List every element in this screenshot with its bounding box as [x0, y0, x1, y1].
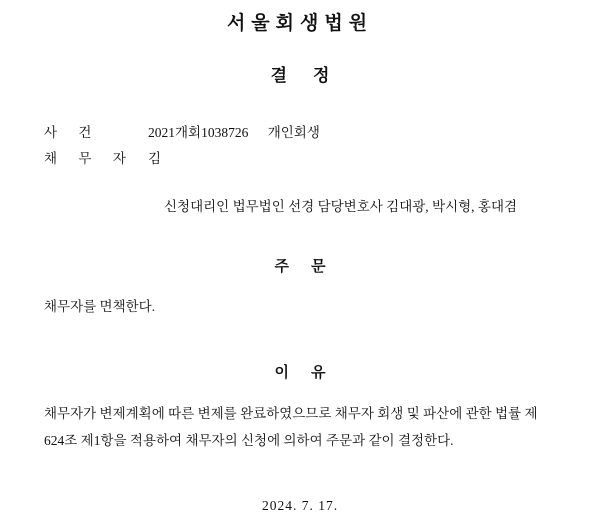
order-body: 채무자를 면책한다.: [44, 299, 156, 315]
document-type-heading: 결정: [270, 66, 356, 85]
case-number-row: [44, 120, 556, 146]
reason-heading: 이유: [274, 364, 348, 381]
reason-body: 채무자가 변제계획에 따른 변제를 완료하였으므로 채무자 회생 및 파산에 관한 법률 제624조 제1항을 적용하여 채무자의 신청에 의하여 주문과 같이 결정한다.: [44, 405, 538, 448]
document-page: [0, 8, 600, 526]
debtor-row: [44, 146, 556, 172]
case-info-block: [44, 120, 556, 171]
case-number: 2021개회1038726: [148, 125, 249, 140]
legal-representative-line: 신청대리인 법무법인 선경 담당변호사 김대광, 박시형, 홍대겸: [164, 199, 518, 215]
decision-date: 2024. 7. 17.: [261, 498, 339, 513]
debtor-label: 채 무 자: [44, 150, 135, 166]
case-type: 개인회생: [267, 125, 320, 140]
case-label: 사 건: [44, 125, 101, 140]
court-title: 서울회생법원: [226, 13, 374, 34]
case-value: [148, 120, 556, 146]
order-heading: 주문: [274, 259, 348, 276]
debtor-name: 김: [148, 150, 162, 166]
